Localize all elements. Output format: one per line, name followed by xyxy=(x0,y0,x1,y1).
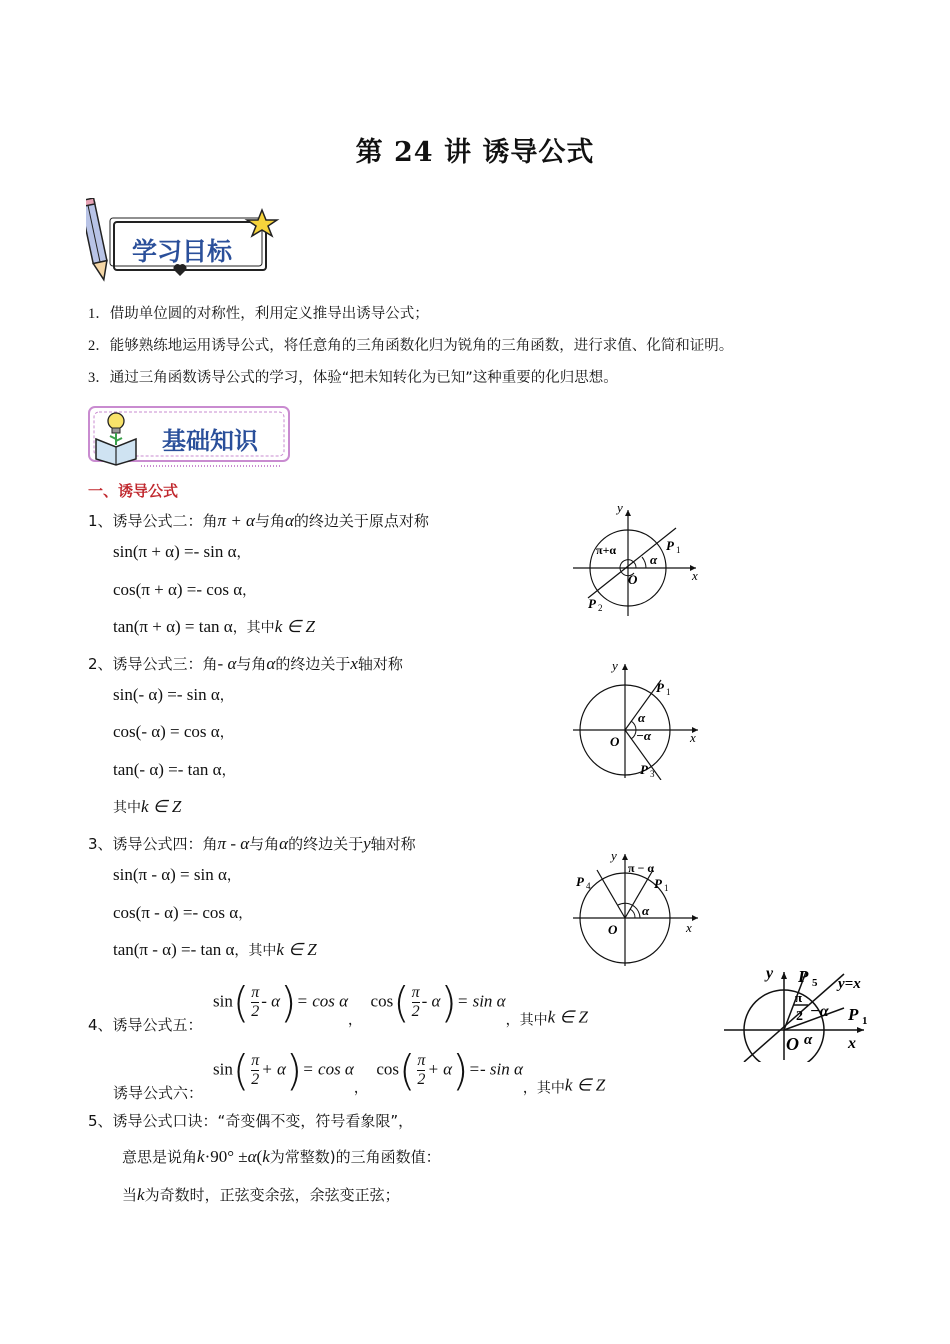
diagram-formula4 xyxy=(568,848,708,968)
svg-text:α: α xyxy=(642,903,650,918)
page-title: 第 24 讲 诱导公式 xyxy=(355,137,595,168)
formula6-equations: sin( $\frac{\pi}{2}$ + $\alpha)= \cos \alpha_,$ cos( $\frac{\pi}{2}$ + α)=- $\sin \alpha_{,其中}k$ ∈ Z xyxy=(213,1046,606,1097)
svg-text:P: P xyxy=(588,596,596,611)
svg-text:α: α xyxy=(638,710,646,725)
svg-text:y: y xyxy=(766,965,774,982)
svg-text:π+α: π+α xyxy=(596,543,617,557)
goal-item-2: 2．能够熟练地运用诱导公式，将任意角的三角函数化归为锐角的三角函数，进行求值、化简和证明。 xyxy=(88,338,734,354)
svg-text:P: P xyxy=(666,538,674,553)
svg-text:x: x xyxy=(848,1035,856,1052)
goal-item-1: 1．借助单位圆的对称性，利用定义推导出诱导公式； xyxy=(88,306,429,322)
svg-text:P: P xyxy=(576,874,584,889)
formula4-heading: 3、诱导公式四：角π - α与角α的终边关于y轴对称 xyxy=(88,834,416,853)
svg-text:2: 2 xyxy=(598,603,603,613)
svg-text:O: O xyxy=(610,734,620,749)
formula3-cos: cos(- α) = cos α， xyxy=(113,722,234,741)
svg-text:α: α xyxy=(804,1032,813,1048)
svg-text:O: O xyxy=(786,1034,799,1054)
formula5-equations: sin( $\frac{\pi}{2}$ - $\alpha)= \cos \alpha_,$ cos( $\frac{\pi}{2}$ - $\alpha)= \sin \alpha_{,其中}k$ ∈ Z xyxy=(213,978,588,1029)
formula4-tan: tan(π - α) =- tan α，其中k ∈ Z xyxy=(113,940,317,959)
mnemonic-heading: 5、诱导公式口诀：“奇变偶不变，符号看象限”， xyxy=(88,1112,414,1130)
formula3-where: 其中k ∈ Z xyxy=(113,797,182,816)
svg-text:−α: −α xyxy=(636,728,652,743)
formula3-sin: sin(- α) =- sin α， xyxy=(113,685,234,704)
formula2-cos: cos(π + α) =- cos α， xyxy=(113,580,257,599)
svg-text:P: P xyxy=(798,967,809,986)
svg-text:O: O xyxy=(628,572,638,587)
diagram-formula3 xyxy=(568,650,708,780)
svg-text:P: P xyxy=(848,1005,859,1024)
svg-text:O: O xyxy=(608,922,618,937)
svg-text:y: y xyxy=(612,658,618,673)
section-heading-1: 一、诱导公式 xyxy=(88,482,179,500)
goal-item-3: 3．通过三角函数诱导公式的学习，体验“把未知转化为已知”这种重要的化归思想。 xyxy=(88,370,618,386)
svg-text:α: α xyxy=(650,552,658,567)
svg-text:2: 2 xyxy=(796,1009,803,1024)
svg-text:3: 3 xyxy=(650,769,655,779)
svg-text:1: 1 xyxy=(664,883,669,893)
svg-text:y: y xyxy=(617,500,623,515)
formula4-sin: sin(π - α) = sin α， xyxy=(113,865,241,884)
svg-text:y: y xyxy=(611,848,617,863)
formula2-sin: sin(π + α) =- sin α， xyxy=(113,542,251,561)
svg-text:4: 4 xyxy=(586,881,591,891)
svg-text:−α: −α xyxy=(810,1003,829,1020)
svg-text:1: 1 xyxy=(666,687,671,697)
formula2-tan: tan(π + α) = tan α，其中k ∈ Z xyxy=(113,617,315,636)
svg-text:1: 1 xyxy=(862,1015,868,1027)
svg-text:5: 5 xyxy=(812,977,818,989)
svg-text:P: P xyxy=(654,876,662,891)
diagram-formula5 xyxy=(722,962,882,1062)
knowledge-badge xyxy=(86,403,296,471)
formula6-label: 诱导公式六： xyxy=(113,1084,204,1102)
svg-text:π − α: π − α xyxy=(628,861,655,875)
svg-text:π: π xyxy=(795,990,803,1005)
goals-badge xyxy=(86,198,286,288)
svg-text:x: x xyxy=(686,920,692,935)
svg-text:x: x xyxy=(692,568,698,583)
svg-text:x: x xyxy=(690,730,696,745)
formula4-cos: cos(π - α) =- cos α， xyxy=(113,903,253,922)
svg-text:y=x: y=x xyxy=(838,976,861,992)
svg-text:1: 1 xyxy=(676,545,681,555)
mnemonic-meaning: 意思是说角k·90° ±α(k为常整数)的三角函数值： xyxy=(122,1147,441,1166)
formula2-heading: 1、诱导公式二：角π + α与角α的终边关于原点对称 xyxy=(88,511,429,530)
formula5-label: 4、诱导公式五： xyxy=(88,1016,203,1034)
diagram-formula2 xyxy=(568,500,708,620)
formula3-heading: 2、诱导公式三：角- α与角α的终边关于x轴对称 xyxy=(88,654,403,673)
goals-badge-label: 学习目标 xyxy=(132,237,233,266)
mnemonic-odd-rule: 当k为奇数时，正弦变余弦，余弦变正弦； xyxy=(122,1185,400,1204)
knowledge-badge-label: 基础知识 xyxy=(162,427,258,455)
svg-text:P: P xyxy=(640,762,648,777)
formula3-tan: tan(- α) =- tan α， xyxy=(113,760,236,779)
svg-text:P: P xyxy=(656,680,664,695)
